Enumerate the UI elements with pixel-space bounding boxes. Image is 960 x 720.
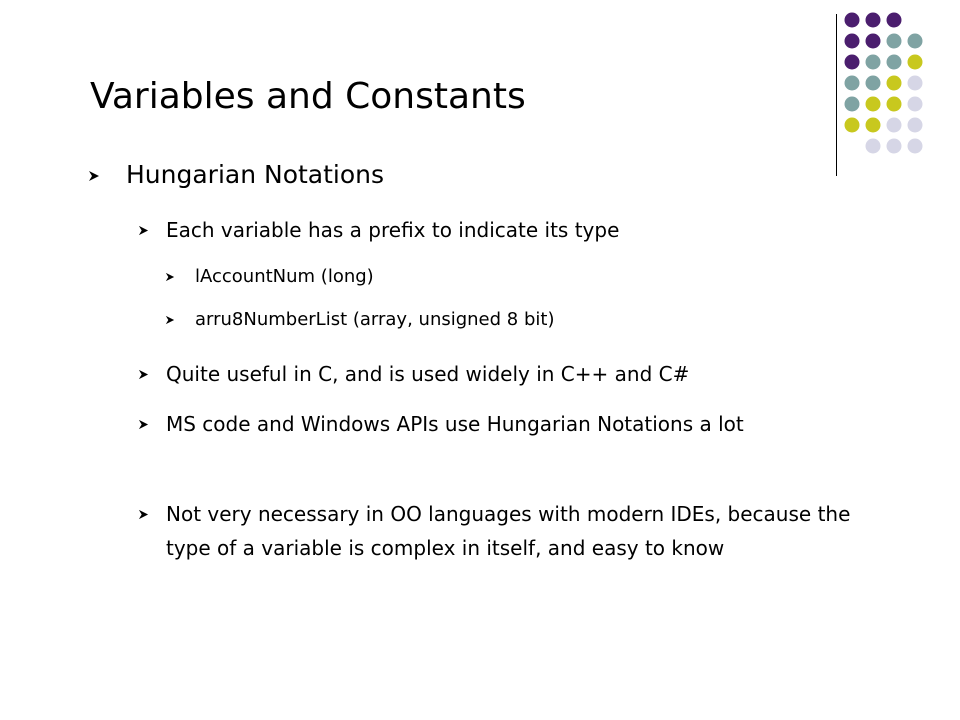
arrow-bullet-icon <box>138 225 150 237</box>
bullet-item <box>138 213 818 247</box>
bullet-item <box>138 497 860 565</box>
arrow-bullet-icon <box>165 272 177 284</box>
bullet-item <box>165 262 765 292</box>
arrow-bullet-icon <box>165 315 177 327</box>
bullet-text: arru8NumberList (array, unsigned 8 bit) <box>195 309 555 330</box>
arrow-bullet-icon <box>88 170 100 182</box>
arrow-bullet-icon <box>138 419 150 431</box>
arrow-bullet-icon <box>138 369 150 381</box>
bullet-text: lAccountNum (long) <box>195 266 374 287</box>
bullet-text: Each variable has a prefix to indicate its type <box>166 218 620 242</box>
arrow-bullet-icon <box>138 509 150 521</box>
bullet-item <box>165 305 765 335</box>
bullet-text: Hungarian Notations <box>126 160 385 189</box>
bullet-text: MS code and Windows APIs use Hungarian Notations a lot <box>166 412 744 436</box>
bullet-text: Quite useful in C, and is used widely in C++ and C# <box>166 362 690 386</box>
bullet-item <box>138 407 860 441</box>
bullet-item <box>88 157 788 193</box>
bullet-text: Not very necessary in OO languages with modern IDEs, because the type of a variable is complex in itself, and easy to know <box>166 502 851 560</box>
bullet-item <box>138 357 858 391</box>
slide-title: Variables and Constants <box>90 76 526 117</box>
